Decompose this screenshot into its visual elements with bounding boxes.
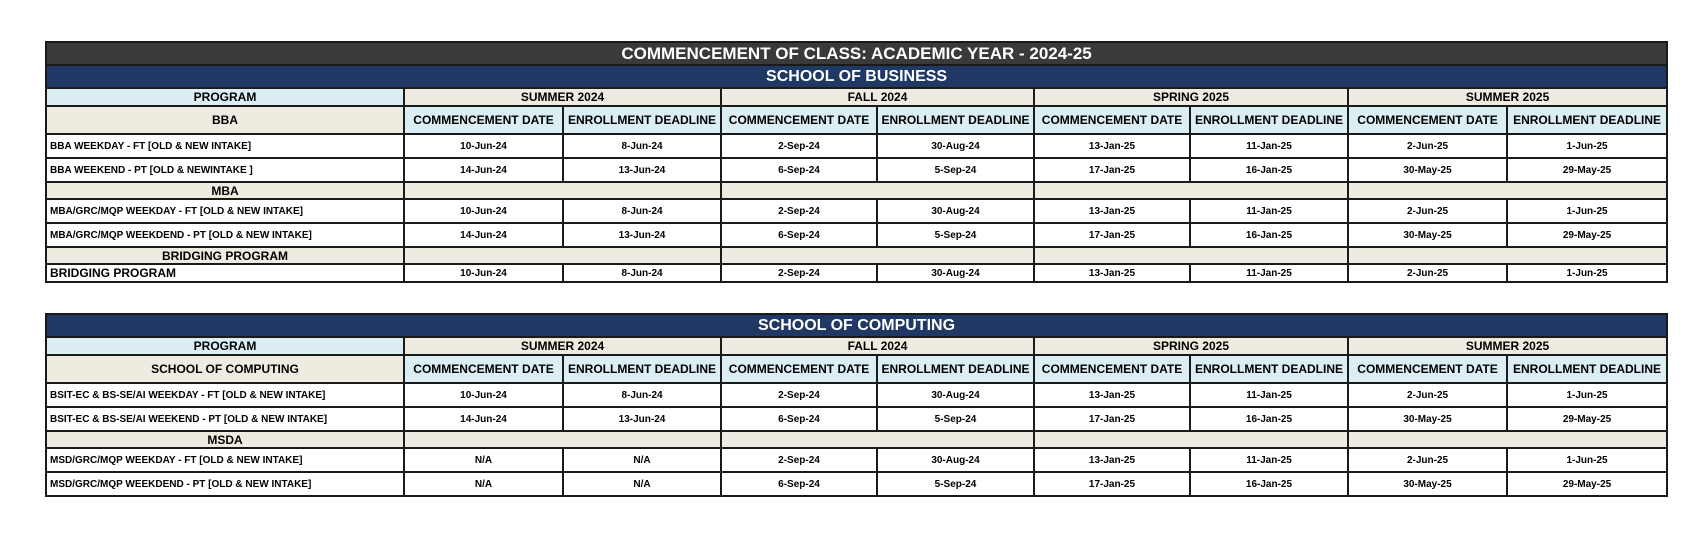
group-spacer xyxy=(404,247,721,264)
enrollment-deadline: 5-Sep-24 xyxy=(877,472,1034,496)
session-header: FALL 2024 xyxy=(721,337,1034,355)
commencement-date: 2-Jun-25 xyxy=(1348,264,1507,282)
enrollment-deadline-header: ENROLLMENT DEADLINE xyxy=(563,106,721,134)
enrollment-deadline: 13-Jun-24 xyxy=(563,223,721,247)
commencement-date: 2-Jun-25 xyxy=(1348,383,1507,407)
program-name: BBA WEEKDAY - FT [OLD & NEW INTAKE] xyxy=(46,134,404,158)
enrollment-deadline: 30-Aug-24 xyxy=(877,134,1034,158)
enrollment-deadline: 1-Jun-25 xyxy=(1507,383,1667,407)
school-title: SCHOOL OF COMPUTING xyxy=(46,314,1667,337)
group-spacer xyxy=(1348,247,1667,264)
commencement-date: 13-Jan-25 xyxy=(1034,448,1190,472)
commencement-date-header: COMMENCEMENT DATE xyxy=(721,106,877,134)
enrollment-deadline: 1-Jun-25 xyxy=(1507,264,1667,282)
enrollment-deadline: 11-Jan-25 xyxy=(1190,448,1348,472)
session-header: SPRING 2025 xyxy=(1034,88,1348,106)
commencement-date: 2-Jun-25 xyxy=(1348,134,1507,158)
group-label: BBA xyxy=(46,106,404,134)
enrollment-deadline: 5-Sep-24 xyxy=(877,158,1034,182)
session-header: SUMMER 2024 xyxy=(404,337,721,355)
enrollment-deadline: 13-Jun-24 xyxy=(563,407,721,431)
enrollment-deadline-header: ENROLLMENT DEADLINE xyxy=(1190,106,1348,134)
group-spacer xyxy=(1034,431,1348,448)
session-header: SPRING 2025 xyxy=(1034,337,1348,355)
enrollment-deadline-header: ENROLLMENT DEADLINE xyxy=(877,355,1034,383)
school-of-business-table xyxy=(45,41,1668,283)
enrollment-deadline: 30-Aug-24 xyxy=(877,383,1034,407)
session-header: SUMMER 2024 xyxy=(404,88,721,106)
commencement-date: 17-Jan-25 xyxy=(1034,223,1190,247)
enrollment-deadline: N/A xyxy=(563,448,721,472)
commencement-date: 14-Jun-24 xyxy=(404,407,563,431)
commencement-date: 14-Jun-24 xyxy=(404,158,563,182)
commencement-date: 2-Sep-24 xyxy=(721,199,877,223)
enrollment-deadline: 11-Jan-25 xyxy=(1190,199,1348,223)
commencement-date: 2-Jun-25 xyxy=(1348,448,1507,472)
commencement-date: 17-Jan-25 xyxy=(1034,472,1190,496)
program-name: BSIT-EC & BS-SE/AI WEEKDAY - FT [OLD & NEW INTAKE] xyxy=(46,383,404,407)
commencement-date: 2-Jun-25 xyxy=(1348,199,1507,223)
commencement-date: 6-Sep-24 xyxy=(721,472,877,496)
commencement-date: 17-Jan-25 xyxy=(1034,407,1190,431)
page-title: COMMENCEMENT OF CLASS: ACADEMIC YEAR - 2024-25 xyxy=(46,42,1667,65)
enrollment-deadline: 1-Jun-25 xyxy=(1507,199,1667,223)
enrollment-deadline: 16-Jan-25 xyxy=(1190,472,1348,496)
commencement-date: 2-Sep-24 xyxy=(721,134,877,158)
commencement-date: 2-Sep-24 xyxy=(721,448,877,472)
commencement-date-header: COMMENCEMENT DATE xyxy=(1348,355,1507,383)
enrollment-deadline: 30-Aug-24 xyxy=(877,199,1034,223)
session-header: FALL 2024 xyxy=(721,88,1034,106)
group-spacer xyxy=(1348,182,1667,199)
enrollment-deadline: 5-Sep-24 xyxy=(877,407,1034,431)
commencement-date: 2-Sep-24 xyxy=(721,264,877,282)
commencement-date-header: COMMENCEMENT DATE xyxy=(721,355,877,383)
enrollment-deadline: 11-Jan-25 xyxy=(1190,264,1348,282)
session-header: SUMMER 2025 xyxy=(1348,337,1667,355)
enrollment-deadline: 1-Jun-25 xyxy=(1507,448,1667,472)
table-row xyxy=(46,264,1667,282)
table-row xyxy=(46,199,1667,223)
commencement-date: N/A xyxy=(404,448,563,472)
program-name: MBA/GRC/MQP WEEKDEND - PT [OLD & NEW INTAKE] xyxy=(46,223,404,247)
group-spacer xyxy=(1034,247,1348,264)
enrollment-deadline: 16-Jan-25 xyxy=(1190,158,1348,182)
enrollment-deadline: 8-Jun-24 xyxy=(563,199,721,223)
commencement-date: 17-Jan-25 xyxy=(1034,158,1190,182)
commencement-date: 10-Jun-24 xyxy=(404,383,563,407)
commencement-date: 6-Sep-24 xyxy=(721,407,877,431)
commencement-date-header: COMMENCEMENT DATE xyxy=(1348,106,1507,134)
enrollment-deadline: 13-Jun-24 xyxy=(563,158,721,182)
table-row xyxy=(46,448,1667,472)
enrollment-deadline: 16-Jan-25 xyxy=(1190,407,1348,431)
commencement-date: 10-Jun-24 xyxy=(404,264,563,282)
enrollment-deadline: 29-May-25 xyxy=(1507,407,1667,431)
group-spacer xyxy=(721,182,1034,199)
group-spacer xyxy=(1348,431,1667,448)
school-title: SCHOOL OF BUSINESS xyxy=(46,65,1667,88)
program-name: MBA/GRC/MQP WEEKDAY - FT [OLD & NEW INTAKE] xyxy=(46,199,404,223)
commencement-date: 14-Jun-24 xyxy=(404,223,563,247)
group-spacer xyxy=(404,182,721,199)
program-name: BSIT-EC & BS-SE/AI WEEKEND - PT [OLD & NEW INTAKE] xyxy=(46,407,404,431)
group-spacer xyxy=(721,247,1034,264)
commencement-date: 13-Jan-25 xyxy=(1034,383,1190,407)
commencement-date: 10-Jun-24 xyxy=(404,199,563,223)
program-header: PROGRAM xyxy=(46,88,404,106)
table-row xyxy=(46,383,1667,407)
enrollment-deadline: 5-Sep-24 xyxy=(877,223,1034,247)
enrollment-deadline: 16-Jan-25 xyxy=(1190,223,1348,247)
commencement-date-header: COMMENCEMENT DATE xyxy=(1034,106,1190,134)
enrollment-deadline: 8-Jun-24 xyxy=(563,383,721,407)
group-label: BRIDGING PROGRAM xyxy=(46,247,404,264)
program-name: BBA WEEKEND - PT [OLD & NEWINTAKE ] xyxy=(46,158,404,182)
enrollment-deadline: 11-Jan-25 xyxy=(1190,134,1348,158)
session-header: SUMMER 2025 xyxy=(1348,88,1667,106)
enrollment-deadline-header: ENROLLMENT DEADLINE xyxy=(563,355,721,383)
table-row xyxy=(46,407,1667,431)
commencement-date: 30-May-25 xyxy=(1348,223,1507,247)
group-label: SCHOOL OF COMPUTING xyxy=(46,355,404,383)
group-spacer xyxy=(721,431,1034,448)
commencement-date: 13-Jan-25 xyxy=(1034,134,1190,158)
group-label: MSDA xyxy=(46,431,404,448)
program-name: MSD/GRC/MQP WEEKDEND - PT [OLD & NEW INTAKE] xyxy=(46,472,404,496)
group-spacer xyxy=(1034,182,1348,199)
enrollment-deadline-header: ENROLLMENT DEADLINE xyxy=(1507,106,1667,134)
enrollment-deadline: 1-Jun-25 xyxy=(1507,134,1667,158)
program-header: PROGRAM xyxy=(46,337,404,355)
commencement-date: 10-Jun-24 xyxy=(404,134,563,158)
group-label: MBA xyxy=(46,182,404,199)
commencement-date: 30-May-25 xyxy=(1348,158,1507,182)
enrollment-deadline: 29-May-25 xyxy=(1507,223,1667,247)
enrollment-deadline: 8-Jun-24 xyxy=(563,264,721,282)
enrollment-deadline: 30-Aug-24 xyxy=(877,448,1034,472)
enrollment-deadline-header: ENROLLMENT DEADLINE xyxy=(1507,355,1667,383)
commencement-date: 2-Sep-24 xyxy=(721,383,877,407)
commencement-date-header: COMMENCEMENT DATE xyxy=(404,106,563,134)
commencement-date-header: COMMENCEMENT DATE xyxy=(404,355,563,383)
enrollment-deadline: 29-May-25 xyxy=(1507,158,1667,182)
table-row xyxy=(46,134,1667,158)
program-name: BRIDGING PROGRAM xyxy=(46,264,404,282)
program-name: MSD/GRC/MQP WEEKDAY - FT [OLD & NEW INTAKE] xyxy=(46,448,404,472)
commencement-date: N/A xyxy=(404,472,563,496)
enrollment-deadline: 8-Jun-24 xyxy=(563,134,721,158)
enrollment-deadline: 11-Jan-25 xyxy=(1190,383,1348,407)
enrollment-deadline-header: ENROLLMENT DEADLINE xyxy=(1190,355,1348,383)
table-row xyxy=(46,472,1667,496)
group-spacer xyxy=(404,431,721,448)
table-row xyxy=(46,223,1667,247)
school-of-computing-table xyxy=(45,313,1668,497)
commencement-date: 6-Sep-24 xyxy=(721,158,877,182)
enrollment-deadline: 30-Aug-24 xyxy=(877,264,1034,282)
enrollment-deadline-header: ENROLLMENT DEADLINE xyxy=(877,106,1034,134)
commencement-date: 6-Sep-24 xyxy=(721,223,877,247)
commencement-date-header: COMMENCEMENT DATE xyxy=(1034,355,1190,383)
enrollment-deadline: N/A xyxy=(563,472,721,496)
commencement-date: 30-May-25 xyxy=(1348,472,1507,496)
commencement-date: 13-Jan-25 xyxy=(1034,199,1190,223)
table-row xyxy=(46,158,1667,182)
commencement-date: 13-Jan-25 xyxy=(1034,264,1190,282)
enrollment-deadline: 29-May-25 xyxy=(1507,472,1667,496)
commencement-date: 30-May-25 xyxy=(1348,407,1507,431)
